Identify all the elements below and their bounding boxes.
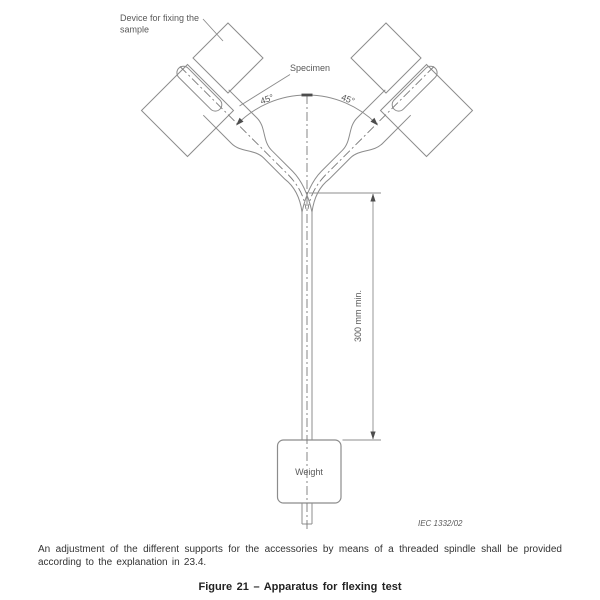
arc-apex-arrowheads	[302, 94, 313, 97]
fixing-square-lower-left	[142, 65, 234, 157]
device-label-line1: Device for fixing the	[120, 13, 200, 23]
angle-label-left: 45°	[258, 92, 276, 107]
specimen-label: Specimen	[290, 63, 331, 73]
device-left	[142, 23, 313, 212]
specimen-boot-left-lower-edge	[203, 115, 302, 212]
cable-entry-slot-right	[392, 66, 437, 111]
specimen-boot-right-lower-edge	[312, 115, 411, 212]
length-dimension	[309, 193, 381, 440]
dimension-arrowhead-bottom	[370, 432, 375, 440]
device-label-line2: sample	[120, 24, 150, 35]
figure-caption: Figure 21 – Apparatus for flexing test	[198, 581, 402, 593]
dimension-extension-lines	[309, 193, 381, 440]
note-text: An adjustment of the different supports for the accessories by means of a threaded spindle shall be provided according to the explanation in 23.4.	[38, 544, 562, 568]
iec-reference: IEC 1332/02	[418, 519, 463, 528]
dimension-label: 300 mm min.	[353, 289, 363, 343]
weight-label: Weight	[295, 467, 323, 477]
fixing-square-upper-right	[351, 23, 421, 93]
specimen-boot-left-upper-edge	[229, 90, 312, 212]
cable-entry-slot-left	[177, 66, 222, 111]
fixing-square-lower-right	[381, 65, 473, 157]
angle-label-right: 45°	[339, 92, 357, 107]
specimen-axis-left	[180, 67, 306, 210]
device-right	[302, 23, 473, 212]
specimen-axis-right	[308, 67, 434, 210]
specimen-boot-right-upper-edge	[302, 90, 385, 212]
dimension-arrowhead-top	[370, 194, 375, 202]
fixing-square-upper-left	[193, 23, 263, 93]
